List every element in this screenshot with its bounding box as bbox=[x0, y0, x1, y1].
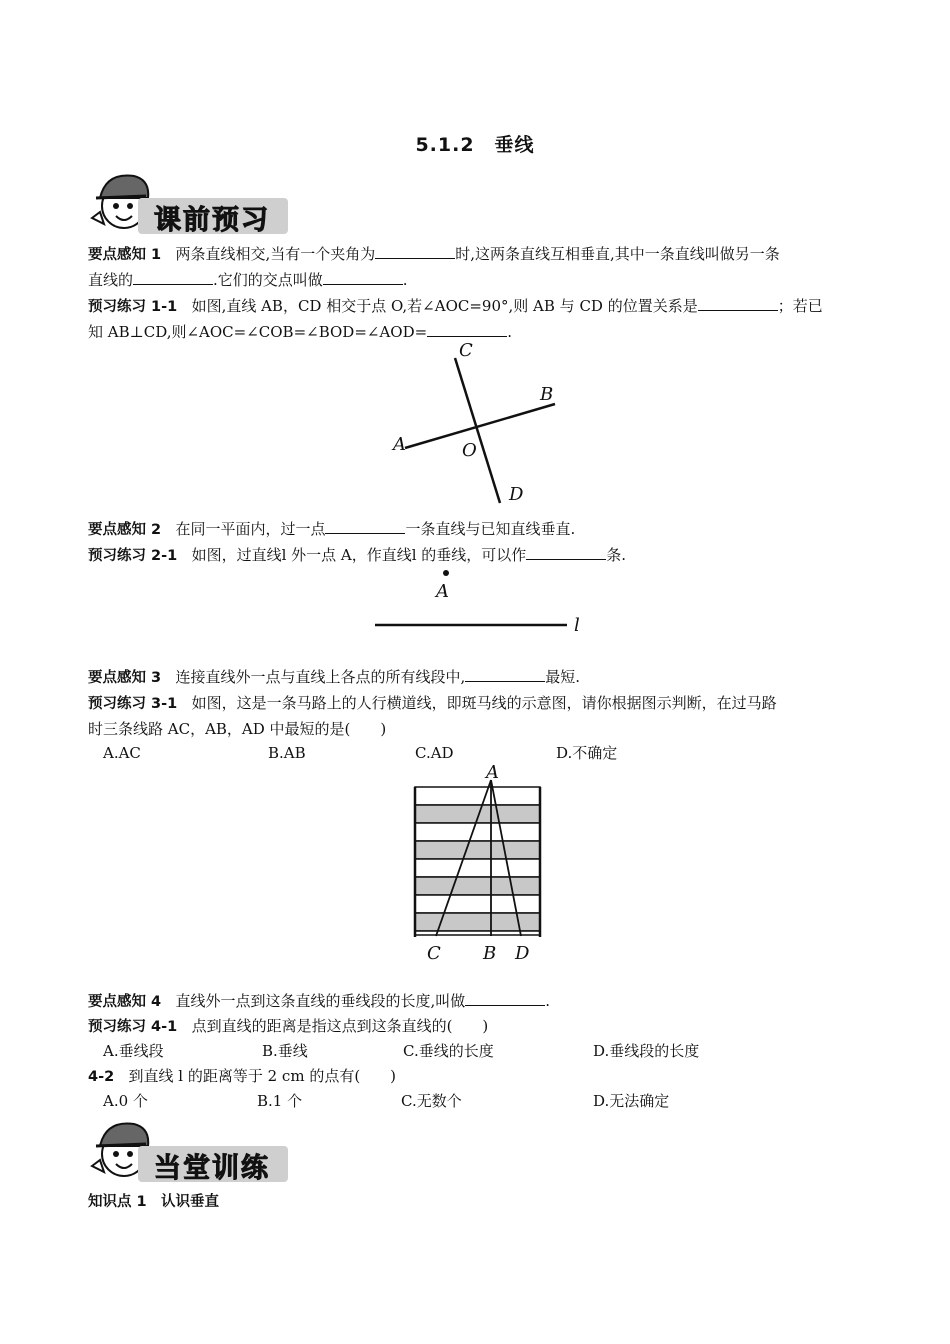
label-c: C bbox=[459, 340, 473, 361]
label-a: A bbox=[436, 581, 449, 602]
answer-blank[interactable] bbox=[325, 519, 405, 534]
answer-blank[interactable] bbox=[375, 244, 455, 259]
point-1-cont: 直线的 .它们的交点叫做 . bbox=[88, 271, 408, 289]
answer-blank[interactable] bbox=[323, 270, 403, 285]
point-a bbox=[443, 570, 449, 576]
option-d[interactable]: D.不确定 bbox=[556, 744, 618, 762]
option-b[interactable]: B.垂线 bbox=[262, 1042, 308, 1060]
point-2: 要点感知 2 在同一平面内，过一点 一条直线与已知直线垂直. bbox=[88, 520, 576, 538]
exercise-4-2: 4-2 到直线 l 的距离等于 2 cm 的点有( ) bbox=[88, 1067, 397, 1085]
zebra-stripes bbox=[415, 787, 540, 935]
option-a[interactable]: A.垂线段 bbox=[103, 1042, 164, 1060]
exercise-3-1: 预习练习 3-1 如图，这是一条马路上的人行横道线，即斑马线的示意图，请你根据图示判断，在过马路 bbox=[88, 694, 777, 712]
answer-blank[interactable] bbox=[526, 545, 606, 560]
option-c[interactable]: C.AD bbox=[415, 744, 454, 762]
exercise-4-1: 预习练习 4-1 点到直线的距离是指这点到这条直线的( ) bbox=[88, 1017, 489, 1035]
option-b[interactable]: B.1 个 bbox=[257, 1092, 303, 1110]
answer-blank[interactable] bbox=[465, 667, 545, 682]
figure-point-and-line bbox=[370, 565, 600, 635]
answer-blank[interactable] bbox=[427, 322, 507, 337]
option-b[interactable]: B.AB bbox=[268, 744, 306, 762]
page-title: 5.1.2 垂线 bbox=[415, 134, 535, 156]
option-a[interactable]: A.0 个 bbox=[103, 1092, 148, 1110]
point-1: 要点感知 1 两条直线相交,当有一个夹角为 时,这两条直线互相垂直,其中一条直线叫做另一条 bbox=[88, 245, 780, 263]
point-3: 要点感知 3 连接直线外一点与直线上各点的所有线段中, 最短. bbox=[88, 668, 581, 686]
exercise-2-1: 预习练习 2-1 如图，过直线l 外一点 A，作直线l 的垂线，可以作 条. bbox=[88, 546, 627, 564]
label-b: B bbox=[483, 943, 497, 962]
option-c[interactable]: C.垂线的长度 bbox=[403, 1042, 494, 1060]
label-c: C bbox=[427, 943, 441, 962]
label-d: D bbox=[515, 943, 530, 962]
label-d: D bbox=[509, 484, 524, 505]
knowledge-point-1: 知识点 1 认识垂直 bbox=[88, 1194, 219, 1210]
figure-zebra-crossing bbox=[405, 762, 575, 962]
answer-blank[interactable] bbox=[698, 296, 778, 311]
label-a: A bbox=[486, 762, 499, 783]
point-4: 要点感知 4 直线外一点到这条直线的垂线段的长度,叫做 . bbox=[88, 992, 551, 1010]
label-l: l bbox=[574, 615, 580, 635]
label-b: B bbox=[540, 384, 554, 405]
option-a[interactable]: A.AC bbox=[103, 744, 141, 762]
exercise-1-1-cont: 知 AB⊥CD,则∠AOC=∠COB=∠BOD=∠AOD= . bbox=[88, 323, 512, 341]
figure-intersecting-lines bbox=[385, 338, 585, 508]
exercise-1-1: 预习练习 1-1 如图,直线 AB，CD 相交于点 O,若∠AOC=90°,则 AB 与 CD 的位置关系是 ；若已 bbox=[88, 297, 823, 315]
exercise-3-1-cont: 时三条线路 AC，AB，AD 中最短的是( ) bbox=[88, 720, 387, 738]
option-d[interactable]: D.垂线段的长度 bbox=[593, 1042, 700, 1060]
banner-text: 课前预习 bbox=[154, 205, 270, 236]
option-d[interactable]: D.无法确定 bbox=[593, 1092, 670, 1110]
banner-text: 当堂训练 bbox=[154, 1153, 270, 1184]
preview-banner bbox=[86, 168, 296, 238]
option-c[interactable]: C.无数个 bbox=[401, 1092, 462, 1110]
label-a: A bbox=[393, 434, 406, 455]
answer-blank[interactable] bbox=[465, 991, 545, 1006]
label-o: O bbox=[462, 440, 477, 461]
classroom-banner bbox=[86, 1116, 296, 1186]
answer-blank[interactable] bbox=[133, 270, 213, 285]
